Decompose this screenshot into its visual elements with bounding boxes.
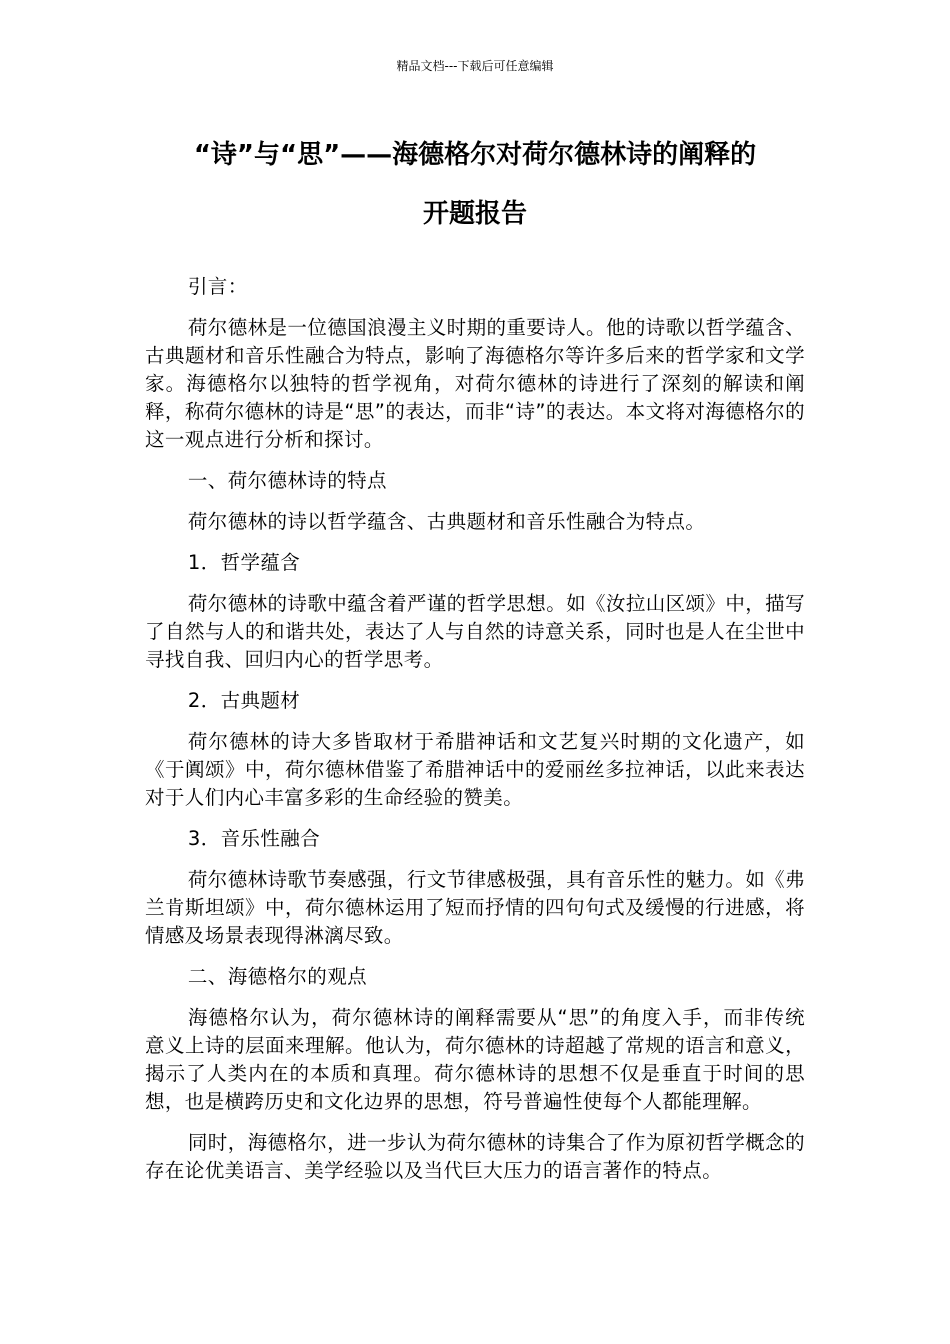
subsection-1-heading: 1．哲学蕴含 (187, 551, 301, 574)
section-1-heading: 一、荷尔德林诗的特点 (187, 469, 387, 492)
section-2-heading: 二、海德格尔的观点 (187, 965, 367, 988)
subsection-3-heading: 3．音乐性融合 (187, 827, 321, 850)
intro-paragraph: 荷尔德林是一位德国浪漫主义时期的重要诗人。他的诗歌以哲学蕴含、古典题材和音乐性融合为特点，影响了海德格尔等许多后来的哲学家和文学家。海德格尔以独特的哲学视角，对荷尔德林的诗进行了深刻的解读和阐释，称荷尔德林的诗是“思”的表达，而非“诗”的表达。本文将对海德格尔的这一观点进行分析和探讨。 (145, 316, 805, 451)
subsection-1-paragraph: 荷尔德林的诗歌中蕴含着严谨的哲学思想。如《汝拉山区颂》中，描写了自然与人的和谐共处，表达了人与自然的诗意关系，同时也是人在尘世中寻找自我、回归内心的哲学思考。 (145, 592, 805, 671)
document-body (145, 273, 805, 1198)
intro-label: 引言： (187, 275, 248, 298)
section-1-paragraph: 荷尔德林的诗以哲学蕴含、古典题材和音乐性融合为特点。 (187, 510, 706, 533)
section-2-paragraph-1: 海德格尔认为，荷尔德林诗的阐释需要从“思”的角度入手，而非传统意义上诗的层面来理解。他认为，荷尔德林的诗超越了常规的语言和意义，揭示了人类内在的本质和真理。荷尔德林诗的思想不仅是垂直于时间的思想，也是横跨历史和文化边界的思想，符号普遍性使每个人都能理解。 (145, 1006, 805, 1113)
document-title-line-1: “诗”与“思”——海德格尔对荷尔德林诗的阐释的 (193, 140, 757, 170)
section-2-paragraph-2: 同时，海德格尔，进一步认为荷尔德林的诗集合了作为原初哲学概念的存在论优美语言、美学经验以及当代巨大压力的语言著作的特点。 (145, 1131, 805, 1182)
page-header-note: 精品文档---下载后可任意编辑 (396, 59, 554, 73)
subsection-3-paragraph: 荷尔德林诗歌节奏感强，行文节律感极强，具有音乐性的魅力。如《弗兰肯斯坦颂》中，荷尔德林运用了短而抒情的四句句式及缓慢的行进感，将情感及场景表现得淋漓尽致。 (145, 868, 805, 947)
document-title-line-2: 开题报告 (422, 199, 527, 229)
subsection-2-paragraph: 荷尔德林的诗大多皆取材于希腊神话和文艺复兴时期的文化遗产，如《于阗颂》中，荷尔德林借鉴了希腊神话中的爱丽丝多拉神话，以此来表达对于人们内心丰富多彩的生命经验的赞美。 (145, 730, 805, 809)
subsection-2-heading: 2．古典题材 (187, 689, 301, 712)
